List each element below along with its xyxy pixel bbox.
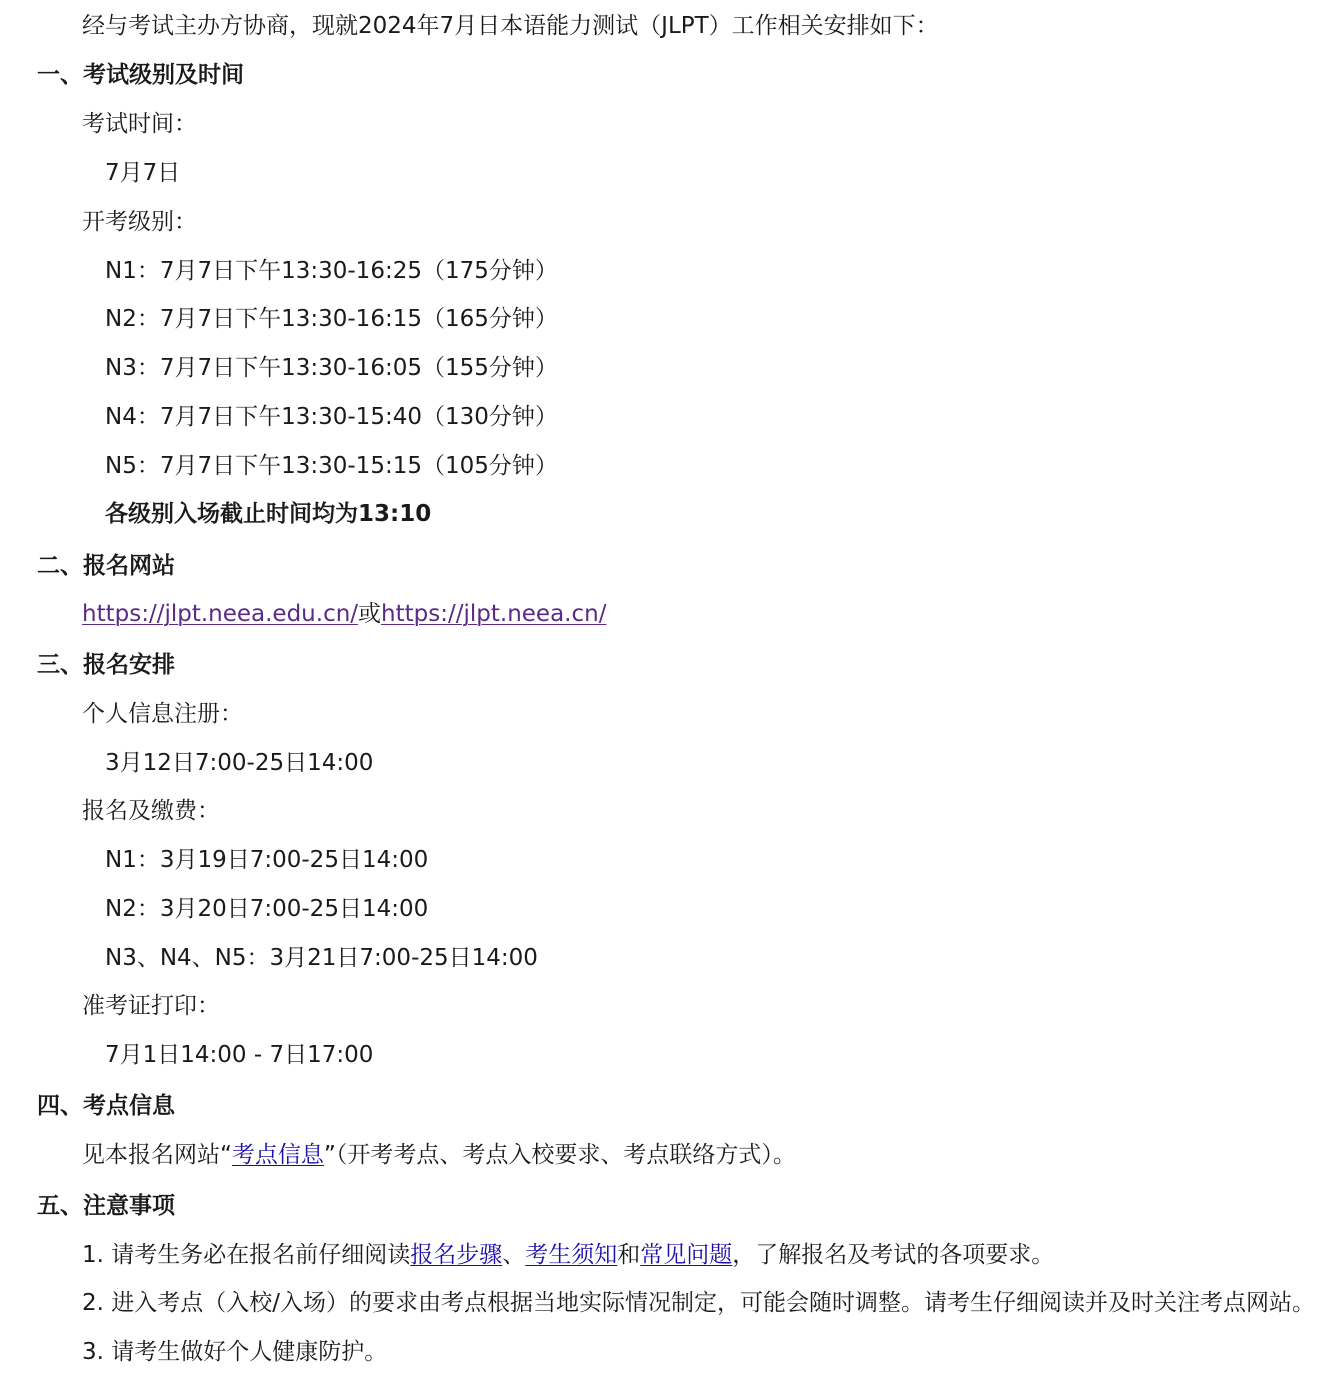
test-site-info-link[interactable]: 考点信息 [231,1142,324,1168]
level-schedule-n4: N4：7月7日下午13:30-15:40（130分钟） [105,404,558,430]
exam-date: 7月7日 [105,160,181,186]
note-item-1 [82,1241,1054,1269]
fee-time-n1: N1：3月19日7:00-25日14:00 [105,847,429,873]
fee-time-n3-n5: N3、N4、N5：3月21日7:00-25日14:00 [105,945,538,971]
register-time: 3月12日7:00-25日14:00 [105,750,374,776]
level-schedule-n3: N3：7月7日下午13:30-16:05（155分钟） [105,355,558,381]
exam-levels-label: 开考级别： [82,209,197,235]
website-link-primary[interactable]: https://jlpt.neea.edu.cn/ [82,601,359,627]
note-1-and: 和 [617,1242,641,1268]
intro-text: 经与考试主办方协商，现就2024年7月日本语能力测试（JLPT）工作相关安排如下： [82,13,939,39]
section-heading-test-sites: 四、考点信息 [37,1093,175,1119]
admission-print-time: 7月1日14:00 - 7日17:00 [105,1042,374,1068]
entry-deadline-note: 各级别入场截止时间均为13:10 [105,501,432,527]
test-site-suffix: ”（开考考点、考点入校要求、考点联络方式）。 [323,1142,796,1168]
website-link-secondary[interactable]: https://jlpt.neea.cn/ [381,601,607,627]
faq-link[interactable]: 常见问题 [640,1242,733,1268]
section-heading-notes: 五、注意事项 [37,1193,175,1219]
registration-steps-link[interactable]: 报名步骤 [410,1242,503,1268]
section-heading-website: 二、报名网站 [37,553,175,579]
level-schedule-n5: N5：7月7日下午13:30-15:15（105分钟） [105,453,558,479]
register-label: 个人信息注册： [82,701,243,727]
admission-print-label: 准考证打印： [82,993,220,1019]
level-schedule-n1: N1：7月7日下午13:30-16:25（175分钟） [105,258,558,284]
fee-time-n2: N2：3月20日7:00-25日14:00 [105,896,429,922]
website-or-text: 或 [358,601,382,627]
section-heading-exam-time: 一、考试级别及时间 [37,62,244,88]
section-heading-registration: 三、报名安排 [37,652,175,678]
fee-label: 报名及缴费： [82,798,220,824]
test-site-prefix: 见本报名网站“ [82,1142,232,1168]
test-site-info [82,1141,796,1169]
note-1-suffix: ，了解报名及考试的各项要求。 [732,1242,1055,1268]
note-item-2: 2. 进入考点（入校/入场）的要求由考点根据当地实际情况制定，可能会随时调整。请考生仔细阅读并及时关注考点网站。 [82,1290,1316,1316]
note-1-prefix: 1. 请考生务必在报名前仔细阅读 [82,1242,411,1268]
note-item-3: 3. 请考生做好个人健康防护。 [82,1339,388,1365]
website-links [82,600,606,628]
level-schedule-n2: N2：7月7日下午13:30-16:15（165分钟） [105,306,558,332]
note-1-separator: 、 [502,1242,526,1268]
exam-time-label: 考试时间： [82,111,197,137]
candidate-notice-link[interactable]: 考生须知 [525,1242,618,1268]
